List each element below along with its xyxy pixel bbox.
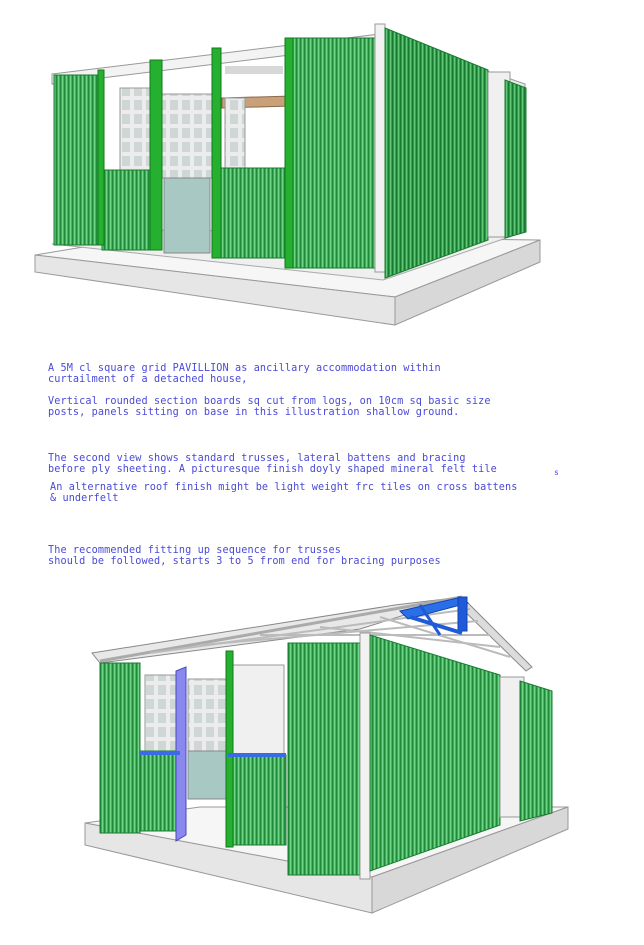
note-trusses-line1: The second view shows standard trusses, lateral battens and bracing [48, 453, 466, 464]
corner-post [375, 24, 385, 272]
corner-post [360, 633, 370, 879]
note-intro-line1: A 5M cl square grid PAVILLION as ancillary accommodation within [48, 363, 441, 374]
note-boards-line1: Vertical rounded section boards sq cut from logs, on 10cm sq basic size [48, 396, 491, 407]
pavilion-view-trusses [0, 585, 644, 945]
front-wall [54, 38, 378, 268]
note-roof-line2: & underfelt [50, 493, 119, 504]
note-sequence-line1: The recommended fitting up sequence for trusses [48, 545, 341, 556]
note-trusses-suffix: s [554, 468, 559, 477]
pavilion-view-walls [0, 0, 644, 340]
note-boards-line2: posts, panels sitting on base in this illustration shallow ground. [48, 407, 460, 418]
note-trusses-line2: before ply sheeting. A picturesque finish doyly shaped mineral felt tile [48, 464, 497, 475]
note-sequence-line2: should be followed, starts 3 to 5 from end for bracing purposes [48, 556, 441, 567]
note-roof-line1: An alternative roof finish might be light weight frc tiles on cross battens [50, 482, 518, 493]
note-intro-line2: curtailment of a detached house, [48, 374, 248, 385]
